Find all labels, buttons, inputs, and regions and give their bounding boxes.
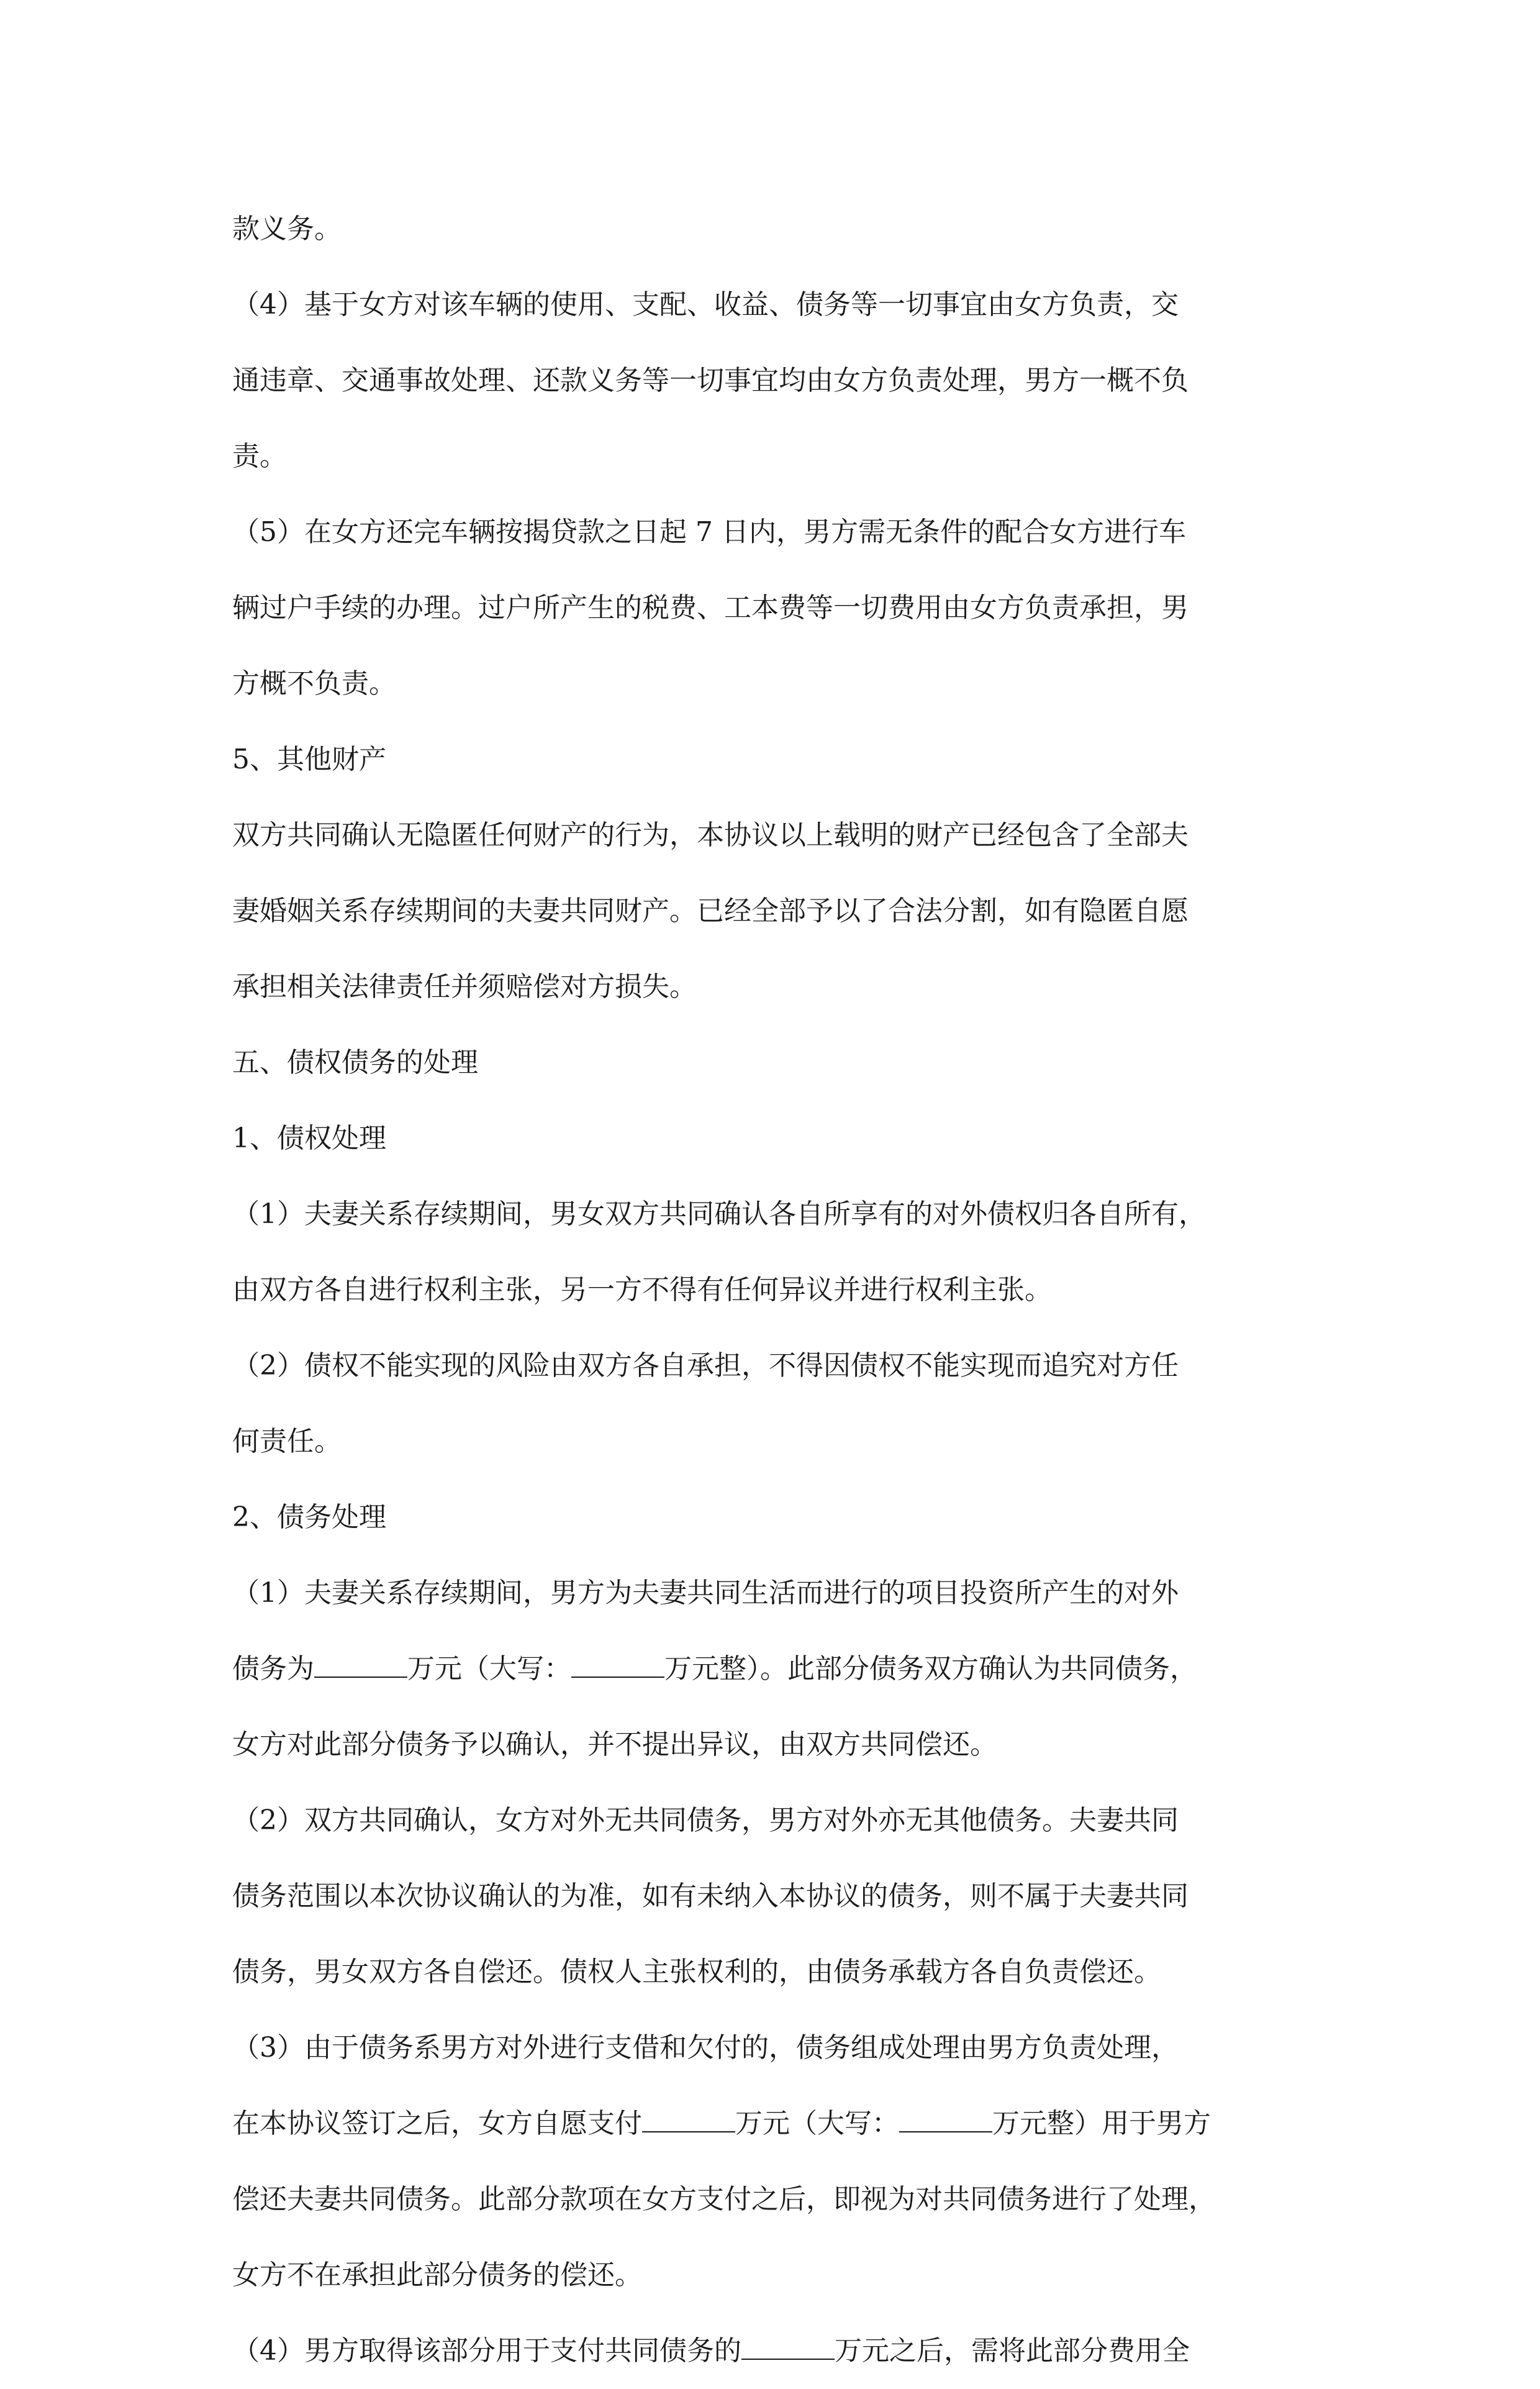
text-line: 由双方各自进行权利主张，另一方不得有任何异议并进行权利主张。 [232,1274,1052,1306]
text-line: （5）在女方还完车辆按揭贷款之日起 7 日内，男方需无条件的配合女方进行车 [232,516,1186,548]
text-segment: （4）男方取得该部分用于支付共同债务的 [232,2335,741,2367]
text-line: （3）由于债务系男方对外进行支借和欠付的，债务组成处理由男方负责处理， [232,2032,1179,2064]
text-line-with-blanks [232,1631,1325,1707]
text-line: 女方对此部分债务予以确认，并不提出异议，由双方共同偿还。 [232,1729,997,1760]
section-heading: 五、债权债务的处理 [232,1047,478,1078]
text-line: 女方不在承担此部分债务的偿还。 [232,2259,642,2291]
text-line: （2）双方共同确认，女方对外无共同债务，男方对外亦无其他债务。夫妻共同 [232,1804,1179,1836]
text-line-with-blanks [232,2313,1325,2389]
amount-blank[interactable] [741,2331,835,2360]
text-line: 何责任。 [232,1426,342,1457]
text-segment: 万元（大写： [735,2108,899,2139]
text-line: 通违章、交通事故处理、还款义务等一切事宜均由女方负责处理，男方一概不负 [232,365,1189,396]
text-line: 承担相关法律责任并须赔偿对方损失。 [232,971,697,1003]
text-line: （2）债权不能实现的风险由双方各自承担，不得因债权不能实现而追究对方任 [232,1350,1179,1381]
text-segment: 在本协议签订之后，女方自愿支付 [232,2108,642,2139]
text-segment: 债务为 [232,1653,314,1685]
amount-blank[interactable] [642,2104,735,2132]
section-heading: 5、其他财产 [232,744,386,775]
text-line: （4）基于女方对该车辆的使用、支配、收益、债务等一切事宜由女方负责，交 [232,289,1179,321]
text-line: 责。 [232,440,287,472]
section-heading: 1、债权处理 [232,1122,386,1154]
text-line: 方概不负责。 [232,668,396,699]
text-segment: 万元整）。此部分债务双方确认为共同债务， [664,1653,1197,1685]
document-body [232,191,1325,2389]
text-line: 偿还夫妻共同债务。此部分款项在女方支付之后，即视为对共同债务进行了处理， [232,2183,1216,2215]
text-line: 双方共同确认无隐匿任何财产的行为，本协议以上载明的财产已经包含了全部夫 [232,819,1189,851]
amount-uppercase-blank[interactable] [571,1649,664,1678]
text-line-with-blanks [232,2086,1325,2162]
text-segment: 万元之后，需将此部分费用全 [835,2335,1190,2367]
text-line: （1）夫妻关系存续期间，男方为夫妻共同生活而进行的项目投资所产生的对外 [232,1577,1179,1609]
text-line: 妻婚姻关系存续期间的夫妻共同财产。已经全部予以了合法分割，如有隐匿自愿 [232,895,1189,927]
text-segment: 万元整）用于男方 [992,2108,1211,2139]
text-line: 债务范围以本次协议确认的为准，如有未纳入本协议的债务，则不属于夫妻共同 [232,1880,1189,1912]
text-line: 债务，男女双方各自偿还。债权人主张权利的，由债务承载方各自负责偿还。 [232,1956,1161,1988]
amount-uppercase-blank[interactable] [899,2104,992,2132]
section-heading: 2、债务处理 [232,1501,386,1533]
text-line: （1）夫妻关系存续期间，男女双方共同确认各自所享有的对外债权归各自所有， [232,1198,1206,1230]
text-segment: 万元（大写： [407,1653,571,1685]
text-line: 款义务。 [232,213,342,245]
text-line: 辆过户手续的办理。过户所产生的税费、工本费等一切费用由女方负责承担，男 [232,592,1189,624]
amount-blank[interactable] [314,1649,407,1678]
